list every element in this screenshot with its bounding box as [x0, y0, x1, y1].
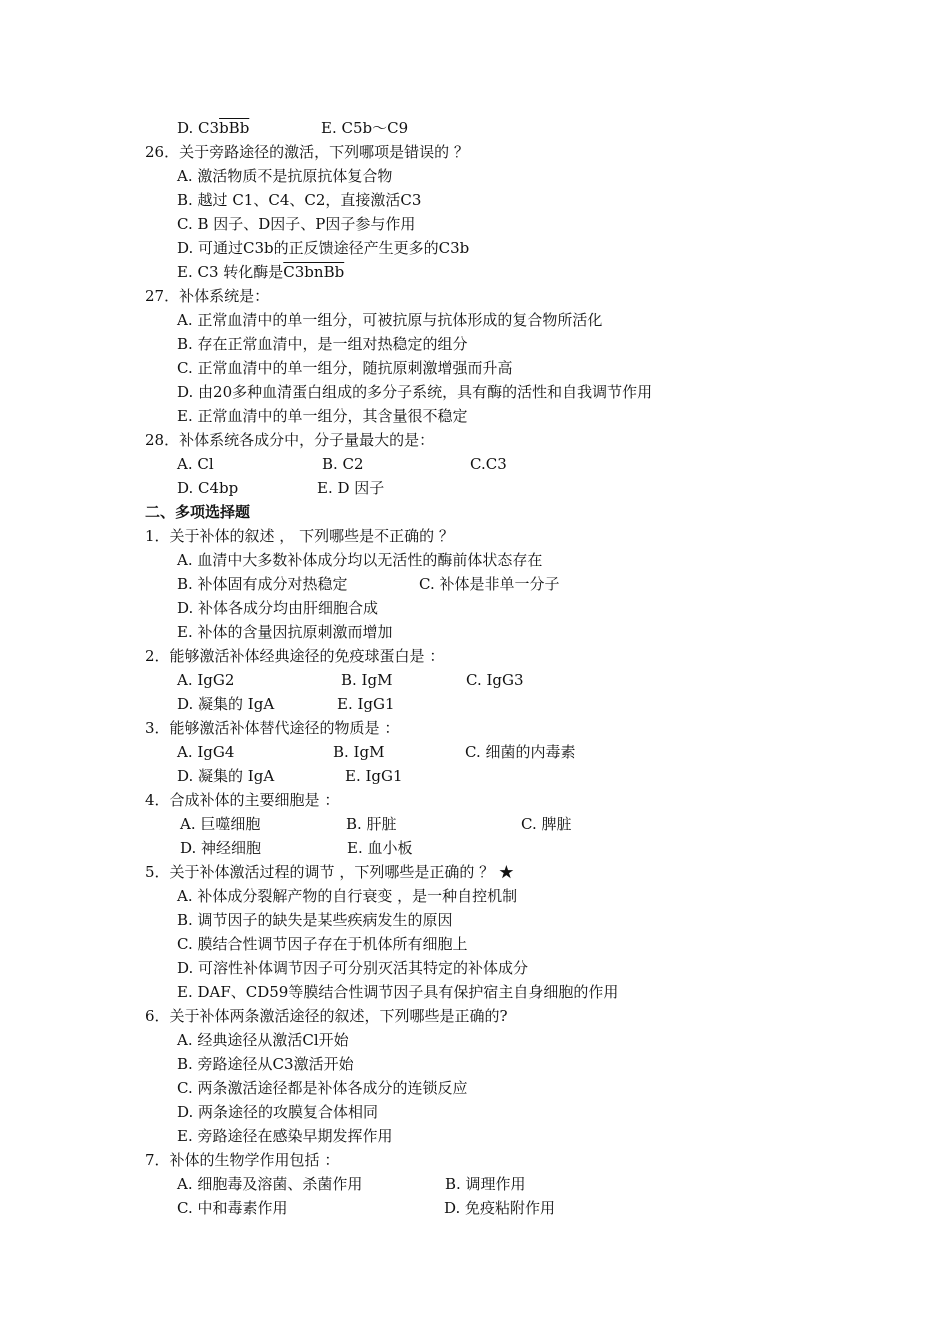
mq3-option-d: D. 凝集的 IgA: [177, 767, 275, 785]
mq2-option-b: B. IgM: [341, 671, 393, 689]
mq4-option-d: D. 神经细胞: [180, 839, 262, 857]
mq5-option-c: C. 膜结合性调节因子存在于机体所有细胞上: [177, 935, 468, 953]
overlined-text: $\overline{bBb}$: [219, 119, 250, 137]
mq6-option-c: C. 两条激活途径都是补体各成分的连锁反应: [177, 1079, 468, 1097]
option-e-c5b-c9: E. C5b～C9: [321, 119, 409, 137]
question-26-stem: 26．关于旁路途径的激活，下列哪项是错误的 ？: [145, 143, 469, 161]
mq5-option-e: E. DAF、CD59等膜结合性调节因子具有保护宿主自身细胞的作用: [177, 983, 619, 1001]
mq7-option-a: A. 细胞毒及溶菌、杀菌作用: [177, 1175, 363, 1193]
q27-option-c: C. 正常血清中的单一组分，随抗原刺激增强而升高: [177, 359, 513, 377]
mq4-option-c: C. 脾脏: [521, 815, 572, 833]
mq-2-stem: 2．能够激活补体经典途径的免疫球蛋白是 ：: [145, 647, 445, 665]
mq2-option-c: C. IgG3: [466, 671, 524, 689]
mq7-option-c: C. 中和毒素作用: [177, 1199, 288, 1217]
mq7-option-d: D. 免疫粘附作用: [444, 1199, 556, 1217]
mq4-option-e: E. 血小板: [347, 839, 413, 857]
mq6-option-b: B. 旁路途径从C3激活开始: [177, 1055, 354, 1073]
question-28-stem: 28．补体系统各成分中，分子量最大的是：: [145, 431, 435, 449]
q27-option-b: B. 存在正常血清中，是一组对热稳定的组分: [177, 335, 468, 353]
mq1-option-d: D. 补体各成分均由肝细胞合成: [177, 599, 379, 617]
section-heading-multiple-choice: 二、多项选择题: [145, 503, 251, 521]
mq3-option-a: A. IgG4: [177, 743, 235, 761]
mq5-option-d: D. 可溶性补体调节因子可分别灭活其特定的补体成分: [177, 959, 529, 977]
mq-4-stem: 4．合成补体的主要细胞是 ：: [145, 791, 340, 809]
mq6-option-e: E. 旁路途径在感染早期发挥作用: [177, 1127, 393, 1145]
mq6-option-a: A. 经典途径从激活Cl开始: [177, 1031, 349, 1049]
option-text: D. C3: [177, 119, 220, 137]
q28-option-d: D. C4bp: [177, 479, 239, 497]
mq4-option-b: B. 肝脏: [346, 815, 397, 833]
mq5-option-a: A. 补体成分裂解产物的自行衰变 ，是一种自控机制: [177, 887, 518, 905]
option-d-c3bbb: [177, 118, 249, 138]
overlined-text: C3bnBb: [283, 263, 345, 281]
q28-option-e: E. D 因子: [317, 479, 385, 497]
mq1-option-b: B. 补体固有成分对热稳定: [177, 575, 348, 593]
mq-5-stem: 5．关于补体激活过程的调节 ，下列哪些是正确的 ？ ★: [145, 863, 514, 881]
mq2-option-a: A. IgG2: [177, 671, 235, 689]
mq-6-stem: 6．关于补体两条激活途径的叙述，下列哪些是正确的?: [145, 1007, 508, 1025]
mq1-option-a: A. 血清中大多数补体成分均以无活性的酶前体状态存在: [177, 551, 543, 569]
mq3-option-e: E. IgG1: [345, 767, 403, 785]
q27-option-e: E. 正常血清中的单一组分，其含量很不稳定: [177, 407, 468, 425]
q26-option-a: A. 激活物质不是抗原抗体复合物: [177, 167, 393, 185]
mq-1-stem: 1．关于补体的叙述 ， 下列哪些是不正确的 ？: [145, 527, 454, 545]
q27-option-a: A. 正常血清中的单一组分，可被抗原与抗体形成的复合物所活化: [177, 311, 603, 329]
mq3-option-b: B. IgM: [333, 743, 385, 761]
mq2-option-d: D. 凝集的 IgA: [177, 695, 275, 713]
mq4-option-a: A. 巨噬细胞: [180, 815, 261, 833]
mq-3-stem: 3．能够激活补体替代途径的物质是 ：: [145, 719, 400, 737]
mq1-option-c: C. 补体是非单一分子: [419, 575, 560, 593]
mq5-option-b: B. 调节因子的缺失是某些疾病发生的原因: [177, 911, 453, 929]
question-27-stem: 27．补体系统是：: [145, 287, 270, 305]
q28-option-b: B. C2: [322, 455, 364, 473]
mq7-option-b: B. 调理作用: [445, 1175, 526, 1193]
mq6-option-d: D. 两条途径的攻膜复合体相同: [177, 1103, 379, 1121]
q26-option-d: D. 可通过C3b的正反馈途径产生更多的C3b: [177, 239, 470, 257]
q26-option-c: C. B 因子、D因子、P因子参与作用: [177, 215, 416, 233]
mq3-option-c: C. 细菌的内毒素: [465, 743, 576, 761]
q26-option-b: B. 越过 C1、C4、C2，直接激活C3: [177, 191, 422, 209]
option-text: E. C3 转化酶是: [177, 263, 284, 281]
q28-option-c: C.C3: [470, 455, 507, 473]
q27-option-d: D. 由20多种血清蛋白组成的多分子系统，具有酶的活性和自我调节作用: [177, 383, 653, 401]
mq-7-stem: 7．补体的生物学作用包括 ：: [145, 1151, 340, 1169]
mq2-option-e: E. IgG1: [337, 695, 395, 713]
q26-option-e: [177, 262, 344, 282]
mq1-option-e: E. 补体的含量因抗原刺激而增加: [177, 623, 393, 641]
q28-option-a: A. Cl: [177, 455, 214, 473]
